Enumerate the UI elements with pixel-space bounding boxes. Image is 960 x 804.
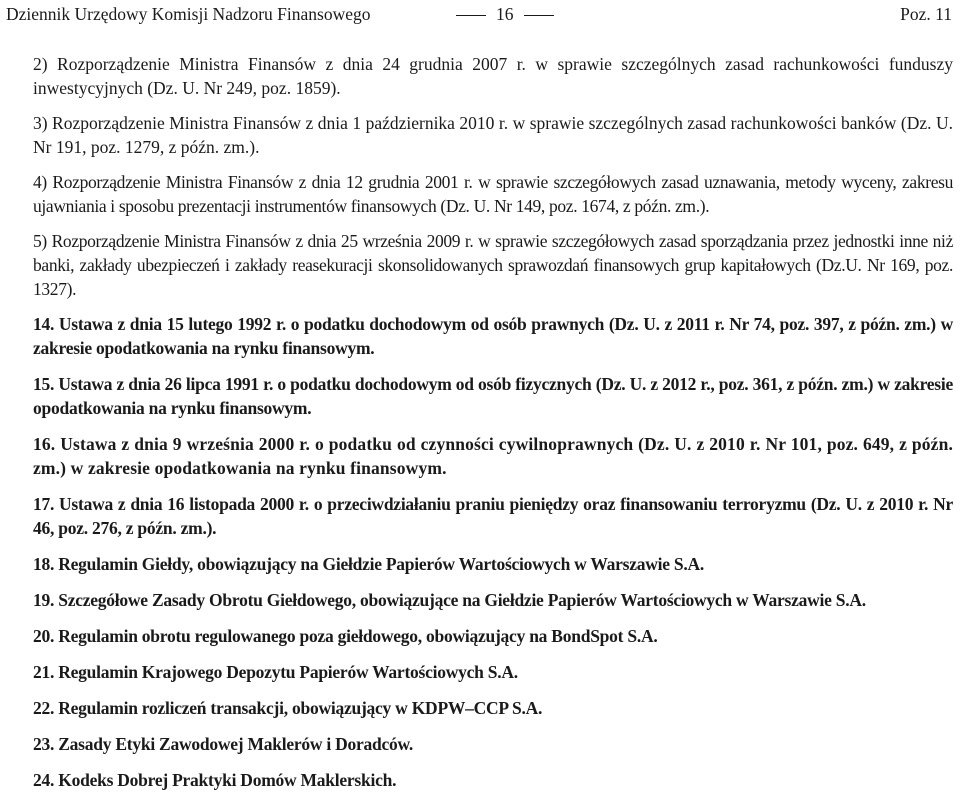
list-item: 2) Rozporządzenie Ministra Finansów z dnia 24 grudnia 2007 r. w sprawie szczególnych zasad rachunkowości funduszy inwestycyjnych (Dz. U. Nr 249, poz. 1859). (33, 54, 953, 98)
page-number: 16 (496, 4, 514, 24)
page-header (6, 2, 952, 26)
list-item: 15. Ustawa z dnia 26 lipca 1991 r. o podatku dochodowym od osób fizycznych (Dz. U. z 2012 r., poz. 361, z późn. zm.) w zakresie opodatkowania na rynku finansowym. (33, 374, 953, 418)
document-body (33, 52, 953, 804)
dash-right (524, 15, 554, 16)
list-item: 24. Kodeks Dobrej Praktyki Domów Maklerskich. (33, 770, 397, 790)
list-item: 21. Regulamin Krajowego Depozytu Papierów Wartościowych S.A. (33, 662, 518, 682)
page-number-block (446, 2, 564, 26)
list-item: 20. Regulamin obrotu regulowanego poza giełdowego, obowiązujący na BondSpot S.A. (33, 626, 658, 646)
list-item: 4) Rozporządzenie Ministra Finansów z dnia 12 grudnia 2001 r. w sprawie szczegółowych zasad uznawania, metody wyceny, zakresu ujawniania i sposobu prezentacji instrumentów finansowych (Dz. U. Nr 149, poz. 1674, z późn. zm.). (33, 172, 953, 216)
list-item: 17. Ustawa z dnia 16 listopada 2000 r. o przeciwdziałaniu praniu pieniędzy oraz finansowaniu terroryzmu (Dz. U. z 2010 r. Nr 46, poz. 276, z późn. zm.). (33, 494, 953, 538)
position-number: Poz. 11 (900, 4, 952, 24)
journal-title: Dziennik Urzędowy Komisji Nadzoru Finansowego (6, 4, 371, 24)
dash-left (456, 15, 486, 16)
list-item: 19. Szczegółowe Zasady Obrotu Giełdowego, obowiązujące na Giełdzie Papierów Wartościowych w Warszawie S.A. (33, 590, 866, 610)
list-item: 16. Ustawa z dnia 9 września 2000 r. o podatku od czynności cywilnoprawnych (Dz. U. z 2010 r. Nr 101, poz. 649, z późn. zm.) w zakresie opodatkowania na rynku finansowym. (33, 434, 953, 478)
list-item: 14. Ustawa z dnia 15 lutego 1992 r. o podatku dochodowym od osób prawnych (Dz. U. z 2011 r. Nr 74, poz. 397, z późn. zm.) w zakresie opodatkowania na rynku finansowym. (33, 314, 953, 358)
list-item: 5) Rozporządzenie Ministra Finansów z dnia 25 września 2009 r. w sprawie szczegółowych zasad sporządzania przez jednostki inne niż banki, zakłady ubezpieczeń i zakłady reasekuracji skonsolidowanych sprawozdań finansowych grup kapitałowych (Dz.U. Nr 169, poz. 1327). (33, 231, 953, 299)
list-item: 18. Regulamin Giełdy, obowiązujący na Giełdzie Papierów Wartościowych w Warszawie S.A. (33, 554, 705, 574)
list-item: 23. Zasady Etyki Zawodowej Maklerów i Doradców. (33, 734, 414, 754)
list-item: 3) Rozporządzenie Ministra Finansów z dnia 1 października 2010 r. w sprawie szczególnych zasad rachunkowości banków (Dz. U. Nr 191, poz. 1279, z późn. zm.). (33, 113, 953, 157)
list-item: 22. Regulamin rozliczeń transakcji, obowiązujący w KDPW–CCP S.A. (33, 698, 543, 718)
